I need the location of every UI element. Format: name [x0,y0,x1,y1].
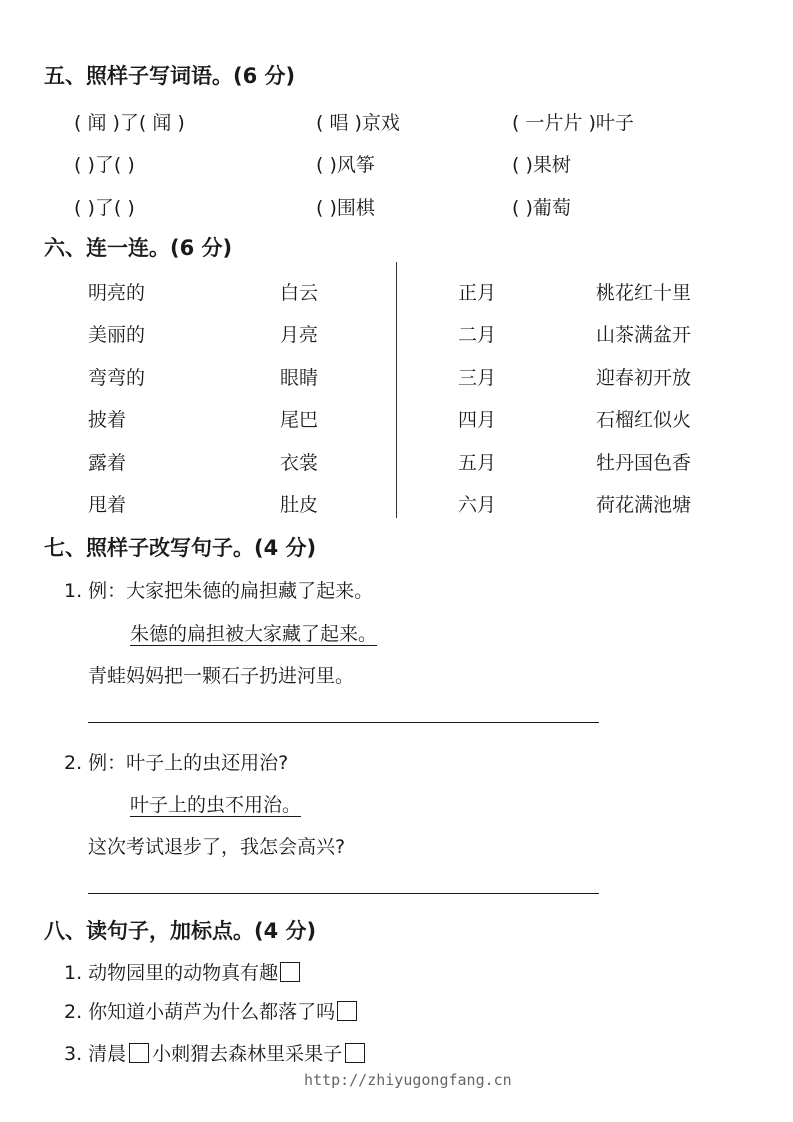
match-right-a-2: 二月 [458,324,497,346]
match-left-b-5: 衣裳 [280,452,319,474]
s8-q1-text: 1. 动物园里的动物真有趣 [64,962,279,984]
s8-q3-text-b: 小刺猬去森林里采果子 [152,1043,343,1065]
match-right-b-4: 石榴红似火 [596,409,692,431]
q2-example-answer: 叶子上的虫不用治。 [130,794,302,816]
punctuation-box[interactable] [345,1043,365,1063]
s5-row3-col1: ( )了( ) [74,197,135,219]
s5-row1-col3: ( 一片片 )叶子 [512,112,634,134]
s5-row3-col3: ( )葡萄 [512,197,571,219]
s8-q1 [64,958,300,985]
match-left-a-1: 明亮的 [88,282,146,304]
match-right-b-1: 桃花红十里 [596,282,692,304]
match-left-b-2: 月亮 [280,324,319,346]
match-left-b-3: 眼睛 [280,367,319,389]
match-right-b-6: 荷花满池塘 [596,494,692,516]
q1-answer-line[interactable] [88,722,599,723]
match-left-b-1: 白云 [280,282,319,304]
match-right-b-3: 迎春初开放 [596,367,692,389]
s5-row2-col2: ( )风筝 [316,154,375,176]
match-right-a-3: 三月 [458,367,497,389]
punctuation-box[interactable] [280,962,300,982]
q2-example: 2. 例：叶子上的虫还用治? [64,752,289,774]
punctuation-box[interactable] [129,1043,149,1063]
q2-task: 这次考试退步了，我怎会高兴? [88,836,346,858]
s8-q3 [64,1039,365,1066]
match-right-a-6: 六月 [458,494,497,516]
match-left-a-5: 露着 [88,452,127,474]
match-left-a-2: 美丽的 [88,324,146,346]
match-right-a-5: 五月 [458,452,497,474]
match-left-a-6: 甩着 [88,494,127,516]
s5-row1-col2: ( 唱 )京戏 [316,112,400,134]
q1-example-answer: 朱德的扁担被大家藏了起来。 [130,623,378,645]
s8-q2 [64,997,357,1024]
match-left-a-3: 弯弯的 [88,367,146,389]
s8-q2-text: 2. 你知道小葫芦为什么都落了吗 [64,1001,336,1023]
match-left-a-4: 披着 [88,409,127,431]
s5-row1-col1: ( 闻 )了( 闻 ) [74,112,185,134]
match-left-b-6: 肚皮 [280,494,319,516]
footer-url[interactable]: http://zhiyugongfang.cn [304,1071,512,1089]
section-7-title: 七、照样子改写句子。(4 分) [44,536,317,560]
s8-q3-text-a: 3. 清晨 [64,1043,127,1065]
section-6-title: 六、连一连。(6 分) [44,236,233,260]
s5-row2-col3: ( )果树 [512,154,571,176]
punctuation-box[interactable] [337,1001,357,1021]
column-divider [396,262,397,518]
q1-task: 青蛙妈妈把一颗石子扔进河里。 [88,665,355,687]
section-8-title: 八、读句子，加标点。(4 分) [44,919,317,943]
match-right-b-5: 牡丹国色香 [596,452,692,474]
q1-example: 1. 例：大家把朱德的扁担藏了起来。 [64,580,374,602]
section-5-title: 五、照样子写词语。(6 分) [44,64,296,88]
match-right-a-4: 四月 [458,409,497,431]
s5-row3-col2: ( )围棋 [316,197,375,219]
match-right-b-2: 山茶满盆开 [596,324,692,346]
q2-answer-line[interactable] [88,893,599,894]
s5-row2-col1: ( )了( ) [74,154,135,176]
match-right-a-1: 正月 [458,282,497,304]
match-left-b-4: 尾巴 [280,409,319,431]
